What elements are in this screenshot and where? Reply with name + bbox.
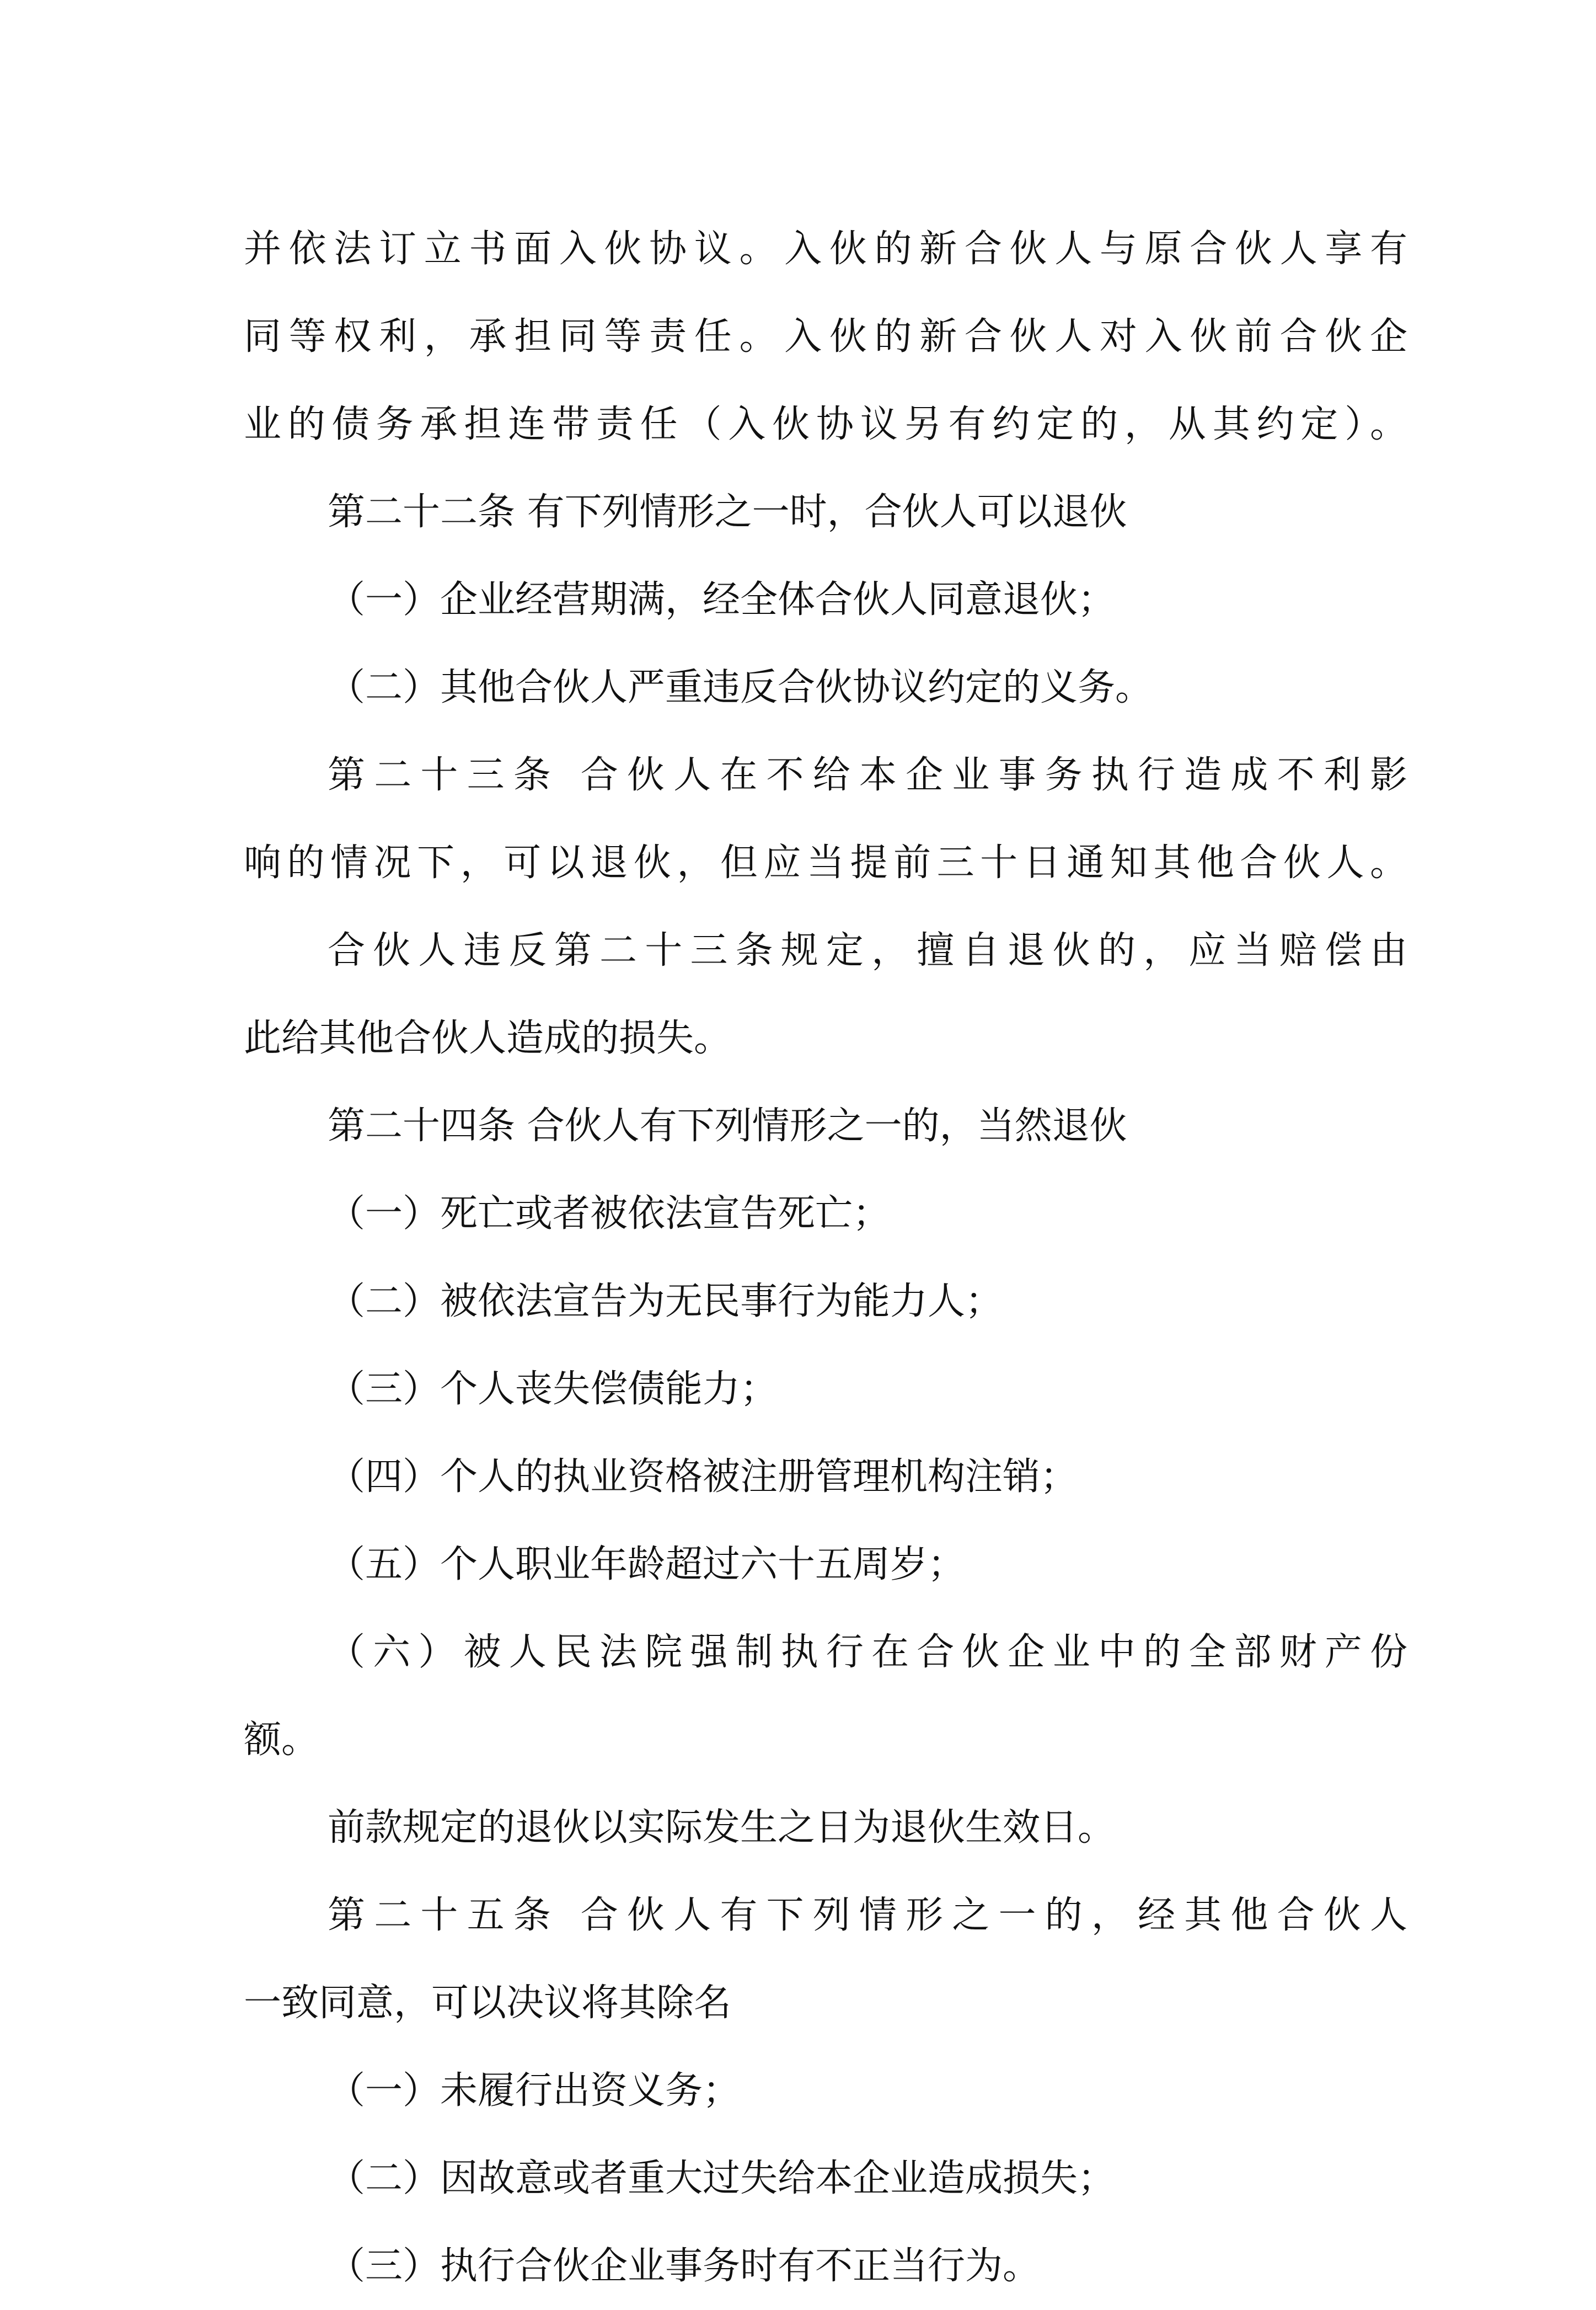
article-heading: 第二十四条 合伙人有下列情形之一的，当然退伙 [328,1104,1127,1148]
text-line: 业的债务承担连带责任（入伙协议另有约定的，从其约定）。 [244,403,1407,446]
list-item: （五）个人职业年龄超过六十五周岁； [328,1543,966,1586]
list-item: （二）其他合伙人严重违反合伙协议约定的义务。 [328,666,1153,709]
text-line: 一致同意，可以决议将其除名 [244,1981,732,2025]
list-item: （三）个人丧失偿债能力； [328,1367,778,1411]
text-line: 额。 [244,1718,319,1762]
list-item: （一）死亡或者被依法宣告死亡； [328,1192,891,1236]
article-heading: 第二十三条 合伙人在不给本企业事务执行造成不利影 [328,753,1407,797]
text-line: 合伙人违反第二十三条规定，擅自退伙的，应当赔偿由 [328,929,1407,972]
list-item: （三）执行合伙企业事务时有不正当行为。 [328,2244,1041,2288]
text-line: 前款规定的退伙以实际发生之日为退伙生效日。 [328,1806,1116,1849]
list-item: （二）被依法宣告为无民事行为能力人； [328,1280,1003,1323]
text-line: 同等权利，承担同等责任。入伙的新合伙人对入伙前合伙企 [244,315,1407,359]
list-item: （六）被人民法院强制执行在合伙企业中的全部财产份 [328,1630,1407,1674]
article-heading: 第二十二条 有下列情形之一时，合伙人可以退伙 [328,490,1127,534]
text-line: 此给其他合伙人造成的损失。 [244,1017,732,1060]
article-heading: 第二十五条 合伙人有下列情形之一的，经其他合伙人 [328,1894,1407,1937]
document-body [244,205,1407,2310]
text-line: 并依法订立书面入伙协议。入伙的新合伙人与原合伙人享有 [244,227,1407,271]
list-item: （四）个人的执业资格被注册管理机构注销； [328,1455,1078,1499]
list-item: （一）未履行出资义务； [328,2069,741,2113]
text-line: 响的情况下，可以退伙，但应当提前三十日通知其他合伙人。 [244,841,1407,885]
list-item: （一）企业经营期满，经全体合伙人同意退伙； [328,578,1116,622]
list-item: （二）因故意或者重大过失给本企业造成损失； [328,2157,1116,2200]
